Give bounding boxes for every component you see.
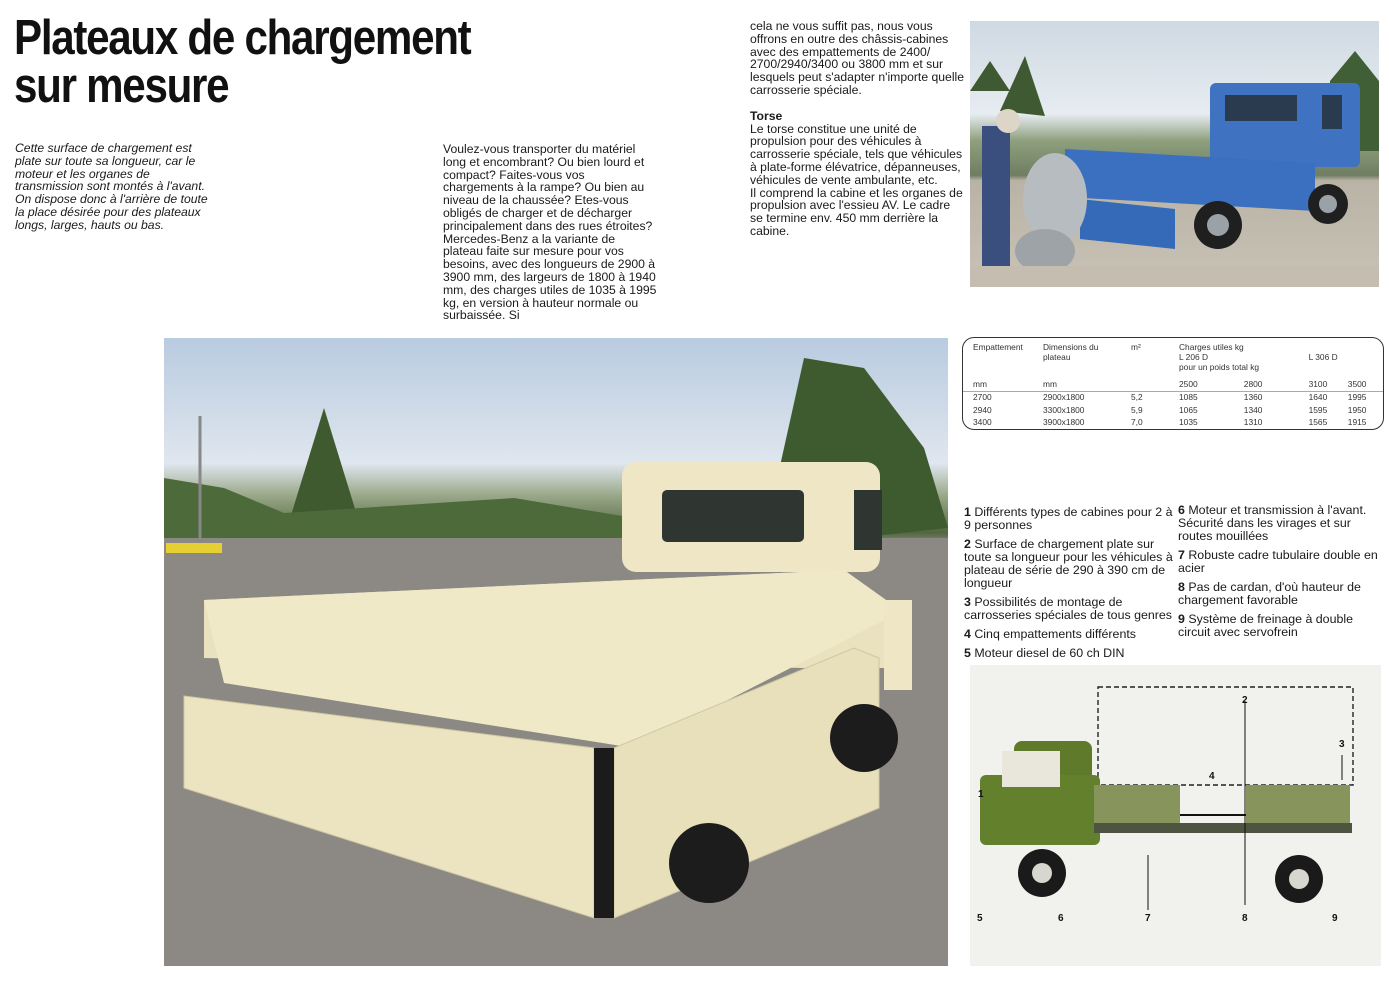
weight-2500: 2500 <box>1179 379 1198 390</box>
header-l206: L 206 D <box>1179 352 1209 362</box>
list-item: 9 Système de freinage à double circuit avec servofrein <box>1178 612 1353 639</box>
intro-paragraph: Cette surface de chargement est plate sur toute sa longueur, car le moteur et les organes de transmission sont montés à l'avant. On dispose donc à l'arrière de toute la place désirée pour des plateaux longs, larges, hauts ou bas. <box>15 141 208 232</box>
header-charges <box>1175 338 1305 379</box>
header-poids: pour un poids total kg <box>1179 362 1260 372</box>
body-column-2 <box>750 20 965 238</box>
body-column-1: Voulez-vous transporter du matériel long et encombrant? Ou bien lourd et compact? Faites-vous vos chargements à la rampe? Ou bien au niveau de la chaussée? Etes-vous obligés de charger et de décharger principalement dans des rues étroites? Mercedes-Benz a la variante de plateau faite sur mesure pour vos besoins, avec des longueurs de 2900 à 3900 mm, des largeurs de 1800 à 1940 mm, des charges utiles de 1035 à 1995 kg, en version à hauteur normale ou surbaissée. Si <box>443 142 657 323</box>
blue-truck-photo <box>970 21 1379 287</box>
table-row: 2940 3300x1800 5,9 1065 1340 1595 1950 <box>973 404 1367 415</box>
weight-3500: 3500 <box>1347 379 1367 390</box>
diagram-label-8: 8 <box>1242 913 1248 924</box>
list-item: 1 Différents types de cabines pour 2 à 9 personnes <box>964 505 1173 532</box>
diagram-label-1: 1 <box>978 789 984 800</box>
legend-right <box>1178 504 1384 645</box>
header-empattement: Empattement <box>973 342 1023 352</box>
specifications-table <box>962 337 1384 430</box>
table-row: 3400 3900x1800 7,0 1035 1310 1565 1915 <box>973 416 1367 427</box>
torse-paragraph-1: Le torse constitue une unité de propulsion pour des véhicules à carrosserie spéciale, tels que véhicules à plate-forme élévatrice, dépanneuses, véhicules de vente ambulante, etc. <box>750 121 963 187</box>
column2-paragraph: cela ne vous suffit pas, nous vous offrons en outre des châssis-cabines avec des empattements de 2400/ 2700/2940/3400 ou 3800 mm et sur lesquels peut s'adapter n'importe quelle carrosserie spéciale. <box>750 19 965 97</box>
diagram-label-2: 2 <box>1242 695 1248 706</box>
legend-left <box>964 506 1174 666</box>
list-item: 4 Cinq empattements différents <box>964 627 1136 641</box>
list-item: 2 Surface de chargement plate sur toute sa longueur pour les véhicules à plateau de série de 290 à 390 cm de longueur <box>964 537 1173 590</box>
page-title: Plateaux de chargement sur mesure <box>14 11 471 113</box>
list-item: 8 Pas de cardan, d'où hauteur de chargement favorable <box>1178 580 1361 607</box>
unit-mm: mm <box>973 379 987 390</box>
header-m2: m² <box>1131 342 1141 352</box>
unit-mm: mm <box>1043 379 1057 390</box>
diagram-label-9: 9 <box>1332 913 1338 924</box>
header-charges-label: Charges utiles kg <box>1179 342 1244 352</box>
green-truck-diagram <box>970 665 1381 966</box>
list-item: 7 Robuste cadre tubulaire double en acier <box>1178 548 1378 575</box>
table-row: 2700 2900x1800 5,2 1085 1360 1640 1995 <box>963 391 1383 404</box>
diagram-label-5: 5 <box>977 913 983 924</box>
diagram-label-7: 7 <box>1145 913 1151 924</box>
cream-truck-photo <box>164 338 948 966</box>
diagram-label-4: 4 <box>1209 771 1215 782</box>
header-l306: L 306 D <box>1308 352 1338 362</box>
torse-heading: Torse <box>750 108 783 123</box>
torse-paragraph-2: Il comprend la cabine et les organes de propulsion avec l'essieu AV. Le cadre se termine env. 450 mm derrière la cabine. <box>750 185 963 238</box>
diagram-label-6: 6 <box>1058 913 1064 924</box>
header-dimensions: Dimensions du plateau <box>1043 342 1099 362</box>
list-item: 6 Moteur et transmission à l'avant. Sécurité dans les virages et sur routes mouillées <box>1178 503 1367 543</box>
table-header-row <box>963 338 1383 379</box>
list-item: 3 Possibilités de montage de carrosseries spéciales de tous genres <box>964 595 1172 622</box>
diagram-label-3: 3 <box>1339 739 1345 750</box>
weight-3100: 3100 <box>1308 379 1328 390</box>
weight-2800: 2800 <box>1243 379 1263 390</box>
table-units-row <box>963 379 1383 391</box>
list-item: 5 Moteur diesel de 60 ch DIN <box>964 646 1125 660</box>
